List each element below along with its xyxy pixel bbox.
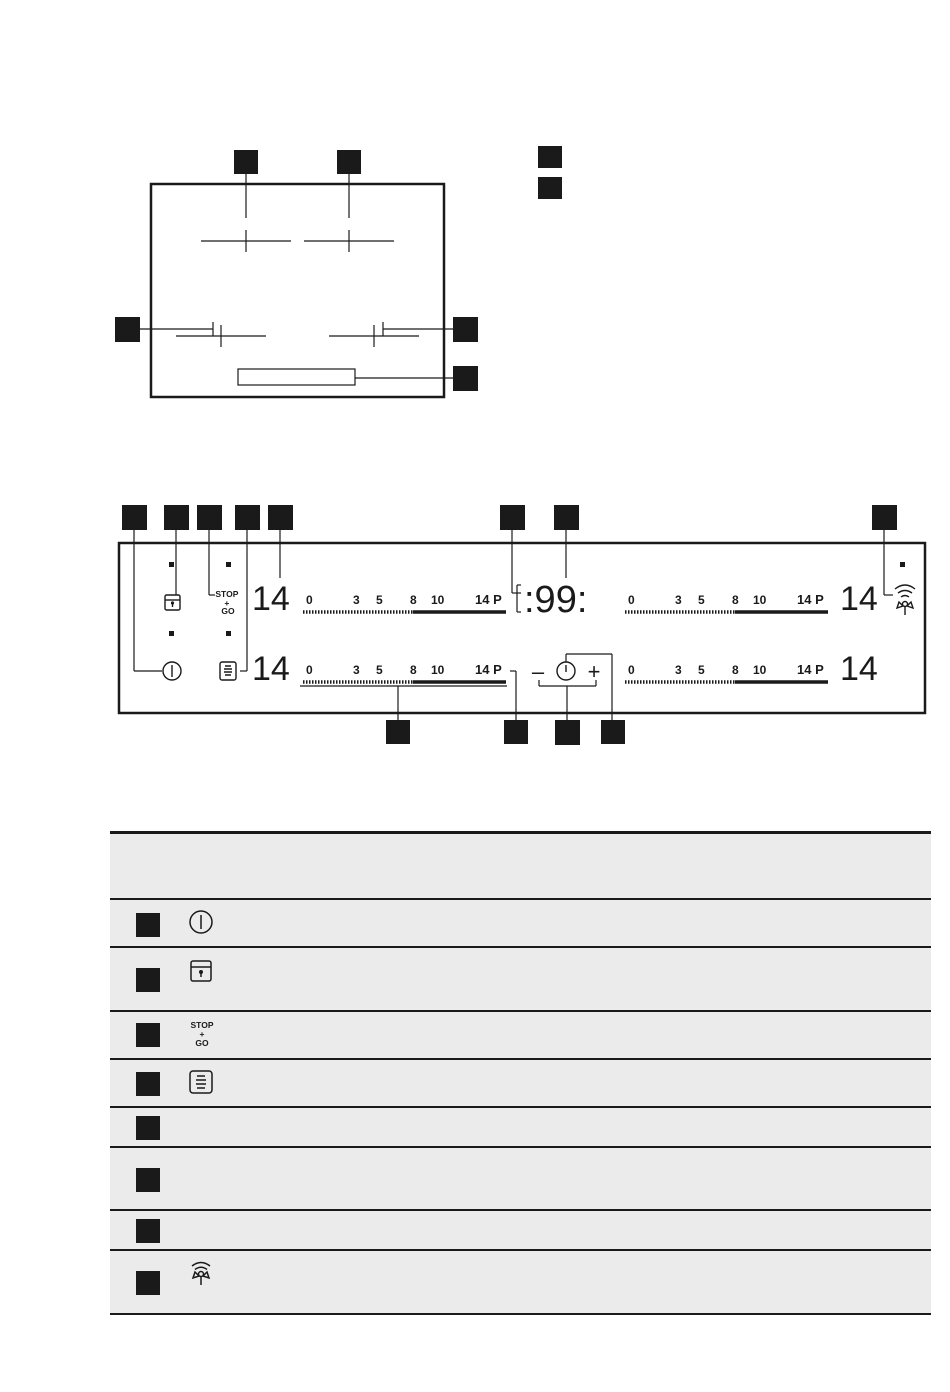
table-row xyxy=(110,948,931,1012)
callout-marker xyxy=(337,150,361,174)
table-row xyxy=(110,1148,931,1211)
hob-to-hood-icon xyxy=(188,1259,214,1287)
bridge-icon xyxy=(188,1069,214,1095)
scale-tick-label: 5 xyxy=(698,663,705,677)
scale-tick-label: 5 xyxy=(376,663,383,677)
bridge-icon xyxy=(220,662,236,680)
scale-tick-label: 14 P xyxy=(797,662,824,677)
row-marker xyxy=(136,1271,160,1295)
table-row xyxy=(110,900,931,948)
row-marker xyxy=(136,1023,160,1047)
scale-tick-label: 0 xyxy=(628,593,635,607)
row-marker xyxy=(136,968,160,992)
svg-text:+: + xyxy=(587,659,601,684)
table-row xyxy=(110,1012,931,1060)
scale-tick-label: 8 xyxy=(410,663,417,677)
table-row xyxy=(110,1108,931,1148)
timer-icon xyxy=(557,662,575,680)
stop-go-icon: STOP + GO xyxy=(190,1020,214,1048)
row-marker xyxy=(136,913,160,937)
control-panel-diagram xyxy=(0,490,950,760)
lock-icon xyxy=(188,958,214,984)
scale-tick-label: 5 xyxy=(698,593,705,607)
hob-layout-diagram xyxy=(0,0,950,420)
scale-tick-label: 14 P xyxy=(797,592,824,607)
row-marker xyxy=(136,1116,160,1140)
scale-tick-label: 14 P xyxy=(475,662,502,677)
scale-tick-label: 14 P xyxy=(475,592,502,607)
scale-tick-label: 8 xyxy=(410,593,417,607)
power-level-display: 14 xyxy=(252,650,290,688)
power-slider-scale xyxy=(303,662,506,682)
scale-tick-label: 5 xyxy=(376,593,383,607)
power-level-display: 14 xyxy=(840,580,878,618)
scale-tick-label: 8 xyxy=(732,593,739,607)
stop-go-icon: STOP + GO xyxy=(215,589,239,616)
scale-tick-label: 0 xyxy=(628,663,635,677)
legend-marker xyxy=(538,177,562,199)
scale-tick-label: 3 xyxy=(675,663,682,677)
on-off-icon xyxy=(188,909,214,935)
callout-marker xyxy=(115,317,140,342)
callout-marker xyxy=(234,150,258,174)
callout-marker xyxy=(453,317,478,342)
table-row xyxy=(110,1211,931,1251)
table-header xyxy=(110,831,931,900)
power-level-display: 14 xyxy=(840,650,878,688)
callout-marker xyxy=(453,366,478,391)
svg-text:–: – xyxy=(531,659,545,684)
scale-tick-label: 0 xyxy=(306,663,313,677)
scale-tick-label: 0 xyxy=(306,593,313,607)
scale-tick-label: 8 xyxy=(732,663,739,677)
power-slider-scale xyxy=(625,662,828,682)
legend-marker xyxy=(538,146,562,168)
timer-display: :99: xyxy=(524,579,588,621)
scale-tick-label: 10 xyxy=(431,663,445,677)
symbol-table xyxy=(110,831,931,1315)
table-row xyxy=(110,1060,931,1108)
hob-to-hood-icon xyxy=(895,585,915,615)
scale-tick-label: 3 xyxy=(353,593,360,607)
row-marker xyxy=(136,1072,160,1096)
table-row xyxy=(110,1251,931,1315)
scale-tick-label: 10 xyxy=(431,593,445,607)
power-slider-scale xyxy=(303,592,506,612)
power-slider-scale xyxy=(625,592,828,612)
row-marker xyxy=(136,1219,160,1243)
power-level-display: 14 xyxy=(252,580,290,618)
row-marker xyxy=(136,1168,160,1192)
scale-tick-label: 3 xyxy=(353,663,360,677)
scale-tick-label: 10 xyxy=(753,593,767,607)
on-off-icon xyxy=(163,662,181,680)
scale-tick-label: 3 xyxy=(675,593,682,607)
scale-tick-label: 10 xyxy=(753,663,767,677)
